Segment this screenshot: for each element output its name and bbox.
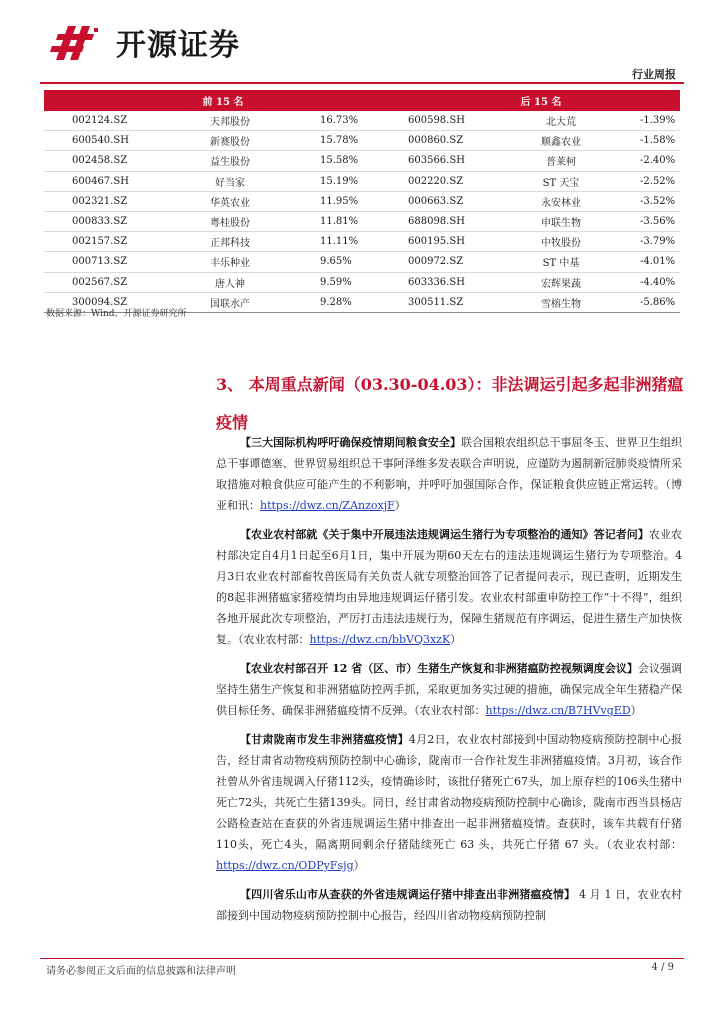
news-source-link[interactable]: https://dwz.cn/ZAnzoxjF	[260, 499, 395, 512]
stock-name: 永安林业	[512, 191, 610, 211]
stock-name: 丰乐种业	[176, 252, 284, 272]
stock-code: 002458.SZ	[44, 151, 176, 171]
stock-code: 603336.SH	[402, 272, 512, 292]
news-item	[216, 884, 682, 926]
data-source-note: 数据来源：Wind、开源证券研究所	[46, 309, 187, 319]
stock-code: 600195.SH	[402, 232, 512, 252]
news-headline: 【四川省乐山市从查获的外省违规调运仔猪中排查出非洲猪瘟疫情】	[240, 888, 576, 901]
table-row	[44, 272, 680, 292]
table-row	[44, 171, 680, 191]
news-text-tail: ）	[450, 633, 462, 646]
stock-name: 普莱柯	[512, 151, 610, 171]
stock-change: 9.28%	[284, 292, 402, 312]
stock-code: 000713.SZ	[44, 252, 176, 272]
stock-code: 688098.SH	[402, 211, 512, 231]
footer-divider	[40, 958, 684, 959]
stock-change: 9.65%	[284, 252, 402, 272]
stock-name: 顺鑫农业	[512, 131, 610, 151]
stock-change: -3.56%	[610, 211, 680, 231]
stock-code: 600467.SH	[44, 171, 176, 191]
stock-code: 002321.SZ	[44, 191, 176, 211]
news-item	[216, 729, 682, 876]
stock-change: -4.01%	[610, 252, 680, 272]
stock-change: -2.40%	[610, 151, 680, 171]
stock-code: 600598.SH	[402, 111, 512, 131]
table-row	[44, 211, 680, 231]
news-text: 4月2日，农业农村部接到中国动物疫病预防控制中心报告，经甘肃省动物疫病预防控制中心确诊，陇南市一合作社发生非洲猪瘟疫情。3月初，该合作社曾从外省违规调入仔猪112头，疫情确诊时，该批仔猪死亡67头，加上原存栏的106头生猪中死亡72头，共死亡生猪139头。同日，经甘肃省动物疫病预防控制中心确诊，陇南市西当县杨店公路检查站在查获的外省违规调运生猪中排查出一起非洲猪瘟疫情。查获时，该车共载有仔猪110头，死亡4头，隔离期间剩余仔猪陆续死亡 63 头，共死亡仔猪 67 头。（农业农村部：	[216, 733, 683, 851]
stock-name: 华英农业	[176, 191, 284, 211]
stock-performance-table	[44, 90, 680, 313]
section-heading: 3、 本周重点新闻（03.30-04.03）：非法调运引起多起非洲猪瘟疫情	[216, 375, 684, 432]
stock-change: -5.86%	[610, 292, 680, 312]
news-source-link[interactable]: https://dwz.cn/bbVQ3xzK	[309, 633, 451, 646]
news-item	[216, 658, 682, 721]
stock-name: 天邦股份	[176, 111, 284, 131]
table-row	[44, 191, 680, 211]
stock-code: 000663.SZ	[402, 191, 512, 211]
stock-name: 正邦科技	[176, 232, 284, 252]
stock-name: 中牧股份	[512, 232, 610, 252]
stock-change: 15.58%	[284, 151, 402, 171]
stock-change: 9.59%	[284, 272, 402, 292]
news-list	[216, 432, 682, 934]
bottom-15-header: 后 15 名	[402, 90, 680, 111]
stock-name: ST 中基	[512, 252, 610, 272]
news-headline: 【三大国际机构呼吁确保疫情期间粮食安全】	[240, 436, 462, 449]
stock-code: 603566.SH	[402, 151, 512, 171]
footer-disclaimer: 请务必参阅正文后面的信息披露和法律声明	[46, 966, 236, 977]
table-row	[44, 232, 680, 252]
table-row	[44, 111, 680, 131]
brand-mark-icon	[50, 20, 110, 64]
stock-change: 11.11%	[284, 232, 402, 252]
stock-name: 新赛股份	[176, 131, 284, 151]
stock-code: 300094.SZ	[44, 292, 176, 312]
table-row	[44, 252, 680, 272]
stock-change: 11.81%	[284, 211, 402, 231]
news-text-tail: ）	[394, 499, 406, 512]
stock-code: 300511.SZ	[402, 292, 512, 312]
news-headline: 【农业农村部就《关于集中开展违法违规调运生猪行为专项整治的通知》答记者问】	[240, 528, 649, 541]
news-headline: 【甘肃陇南市发生非洲猪瘟疫情】	[240, 733, 409, 746]
stock-name: 北大荒	[512, 111, 610, 131]
brand-name: 开源证券	[116, 28, 240, 63]
news-source-link[interactable]: https://dwz.cn/ODPyFsjg	[216, 859, 354, 872]
stock-name: 国联水产	[176, 292, 284, 312]
stock-change: -1.39%	[610, 111, 680, 131]
stock-change: -4.40%	[610, 272, 680, 292]
news-item	[216, 524, 682, 650]
stock-name: 宏辉果蔬	[512, 272, 610, 292]
top-15-header: 前 15 名	[44, 90, 402, 111]
news-text: 会议强调坚持生猪生产恢复和非洲猪瘟防控两手抓，采取更加务实过硬的措施，确保完成全年生猪稳产保供目标任务、确保非洲猪瘟疫情不反弹。（农业农村部：	[216, 662, 683, 717]
stock-name: ST 天宝	[512, 171, 610, 191]
stock-name: 粤桂股份	[176, 211, 284, 231]
stock-code: 000860.SZ	[402, 131, 512, 151]
page-number: 4 / 9	[651, 962, 674, 973]
stock-change: -1.58%	[610, 131, 680, 151]
stock-change: 15.19%	[284, 171, 402, 191]
stock-change: -2.52%	[610, 171, 680, 191]
page-header	[0, 0, 724, 90]
stock-change: 11.95%	[284, 191, 402, 211]
stock-name: 好当家	[176, 171, 284, 191]
table-header-row	[44, 90, 680, 111]
stock-code: 000972.SZ	[402, 252, 512, 272]
table-row	[44, 151, 680, 171]
stock-code: 600540.SH	[44, 131, 176, 151]
stock-code: 000833.SZ	[44, 211, 176, 231]
news-text: 4 月 1 日，农业农村部接到中国动物疫病预防控制中心报告，经四川省动物疫病预防控制	[216, 888, 683, 922]
news-text: 农业农村部决定自4月1日起至6月1日，集中开展为期60天左右的违法违规调运生猪行为专项整治。4月3日农业农村部畜牧兽医局有关负责人就专项整治回答了记者提问表示，现已查明，近期发生的8起非洲猪瘟家猪疫情均由异地违规调运仔猪引发。农业农村部重申防控工作“十不得”，组织各地开展此次专项整治，严厉打击违法违规行为，保障生猪规范有序调运，促进生猪生产加快恢复。（农业农村部：	[216, 528, 683, 646]
header-divider	[40, 82, 684, 84]
news-headline: 【农业农村部召开 12 省（区、市）生猪生产恢复和非洲猪瘟防控视频调度会议】	[240, 662, 638, 675]
news-text: 联合国粮农组织总干事屈冬玉、世界卫生组织总干事谭德塞、世界贸易组织总干事阿泽维多发表联合声明说，应谨防为遏制新冠肺炎疫情所采取措施对粮食供应可能产生的不利影响，并呼吁加强国际合作，保证粮食供应链正常运转。（博亚和讯：	[216, 436, 683, 512]
news-text-tail: ）	[353, 859, 365, 872]
stock-change: 15.78%	[284, 131, 402, 151]
stock-code: 002567.SZ	[44, 272, 176, 292]
stock-code: 002220.SZ	[402, 171, 512, 191]
stock-change: -3.52%	[610, 191, 680, 211]
stock-name: 申联生物	[512, 211, 610, 231]
news-item	[216, 432, 682, 516]
table-row	[44, 131, 680, 151]
news-text-tail: ）	[630, 704, 642, 717]
stock-change: 16.73%	[284, 111, 402, 131]
brand-logo	[50, 20, 280, 64]
stock-change: -3.79%	[610, 232, 680, 252]
stock-code: 002124.SZ	[44, 111, 176, 131]
report-type-label: 行业周报	[632, 68, 676, 81]
stock-code: 002157.SZ	[44, 232, 176, 252]
stock-name: 益生股份	[176, 151, 284, 171]
news-source-link[interactable]: https://dwz.cn/B7HVvgED	[485, 704, 631, 717]
stock-name: 唐人神	[176, 272, 284, 292]
stock-name: 雪榕生物	[512, 292, 610, 312]
